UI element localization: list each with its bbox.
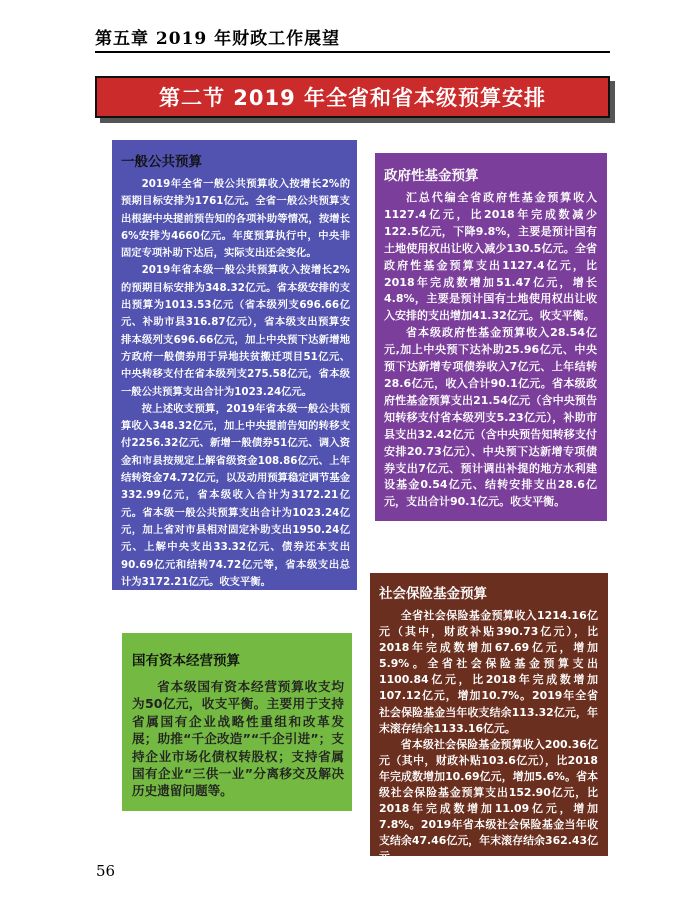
general-budget-paragraph: 2019年省本级一般公共预算收入按增长2%的预期目标安排为348.32亿元。省本级安排的支出预算为1013.53亿元（省本级列支696.66亿元、补助市县316.87亿元），省本级支出预算安排本级列支696.66亿元，加上中央预下达新增地方政府一般债券用于异地扶贫搬迁项目51亿元、中央转移支付在省本级列支275.58亿元，省本级一般公共预算支出合计为1023.24亿元。 bbox=[121, 264, 350, 398]
fund-budget-title: 政府性基金预算 bbox=[384, 168, 479, 184]
general-budget-paragraph: 2019年全省一般公共预算收入按增长2%的预期目标安排为1761亿元。全省一般公共预算支出根据中央提前预告知的各项补助等情况，按增长6%安排为4660亿元。年度预算执行中，中央非固定专项补助下达后，实际支出还会变化。 bbox=[121, 178, 350, 260]
header-divider bbox=[95, 51, 610, 53]
chapter-header: 第五章 2019 年财政工作展望 bbox=[95, 29, 341, 49]
page-number: 56 bbox=[96, 862, 116, 880]
fund-budget-paragraph: 省本级政府性基金预算收入28.54亿元,加上中央预下达补助25.96亿元、中央预下达新增专项债券收入7亿元、上年结转28.6亿元，收入合计90.1亿元。省本级政府性基金预算支出21.54亿元（含中央预告知转移支付省本级列支5.23亿元），补助市县支出32.42亿元（含中央预告知转移支付安排20.73亿元）、中央预下达新增专项债券支出7亿元、预计调出补提的地方水利建设基金0.54亿元、结转安排支出28.6亿元，支出合计90.1亿元。收支平衡。 bbox=[384, 326, 597, 509]
social-insurance-budget-paragraph: 省本级社会保险基金预算收入200.36亿元（其中，财政补贴103.6亿元），比2018年完成数增加10.69亿元，增加5.6%。省本级社会保险基金预算支出152.90亿元，比2018年完成数增加11.09亿元，增加7.8%。2019年省本级社会保险基金当年收支结余47.46亿元，年末滚存结余362.43亿元。 bbox=[379, 737, 598, 864]
section-banner bbox=[95, 76, 610, 118]
fund-budget-box bbox=[375, 153, 607, 521]
section-title: 第二节 2019 年全省和省本级预算安排 bbox=[158, 86, 547, 110]
state-capital-budget-title: 国有资本经营预算 bbox=[132, 653, 240, 669]
social-insurance-budget-title: 社会保险基金预算 bbox=[379, 586, 487, 602]
general-budget-paragraph: 按上述收支预算，2019年省本级一般公共预算收入348.32亿元，加上中央提前告知的转移支付2256.32亿元、新增一般债券51亿元、调入资金和市县按规定上解省级资金108.86亿元、上年结转资金74.72亿元，以及动用预算稳定调节基金332.99亿元，省本级收入合计为3172.21亿元。省本级一般公共预算支出合计为1023.24亿元，加上省对市县相对固定补助支出1950.24亿元、上解中央支出33.32亿元、债券还本支出90.69亿元和结转74.72亿元等，省本级支出总计为3172.21亿元。收支平衡。 bbox=[121, 402, 350, 588]
fund-budget-paragraph: 汇总代编全省政府性基金预算收入1127.4亿元，比2018年完成数减少122.5亿元，下降9.8%，主要是预计国有土地使用权出让收入减少130.5亿元。全省政府性基金预算支出1127.4亿元，比2018年完成数增加51.47亿元，增长4.8%，主要是预计国有土地使用权出让收入安排的支出增加41.32亿元。收支平衡。 bbox=[384, 191, 597, 323]
state-capital-budget-paragraph: 省本级国有资本经营预算收支均为50亿元，收支平衡。主要用于支持省属国有企业战略性重组和改革发展；助推“千企改造”“千企引进”；支持企业市场化债权转股权；支持省属国有企业“三供一业”分离移交及解决历史遗留问题等。 bbox=[132, 679, 344, 799]
social-insurance-budget-box bbox=[370, 573, 608, 864]
general-budget-box bbox=[112, 140, 357, 590]
general-budget-title: 一般公共预算 bbox=[121, 154, 202, 170]
state-capital-budget-box bbox=[122, 633, 352, 811]
social-insurance-budget-paragraph: 全省社会保险基金预算收入1214.16亿元（其中，财政补贴390.73亿元），比2018年完成数增加67.69亿元，增加5.9%。全省社会保险基金预算支出1100.84亿元，比2018年完成数增加107.12亿元，增加10.7%。2019年全省社会保险基金当年收支结余113.32亿元，年末滚存结余1133.16亿元。 bbox=[379, 609, 598, 735]
